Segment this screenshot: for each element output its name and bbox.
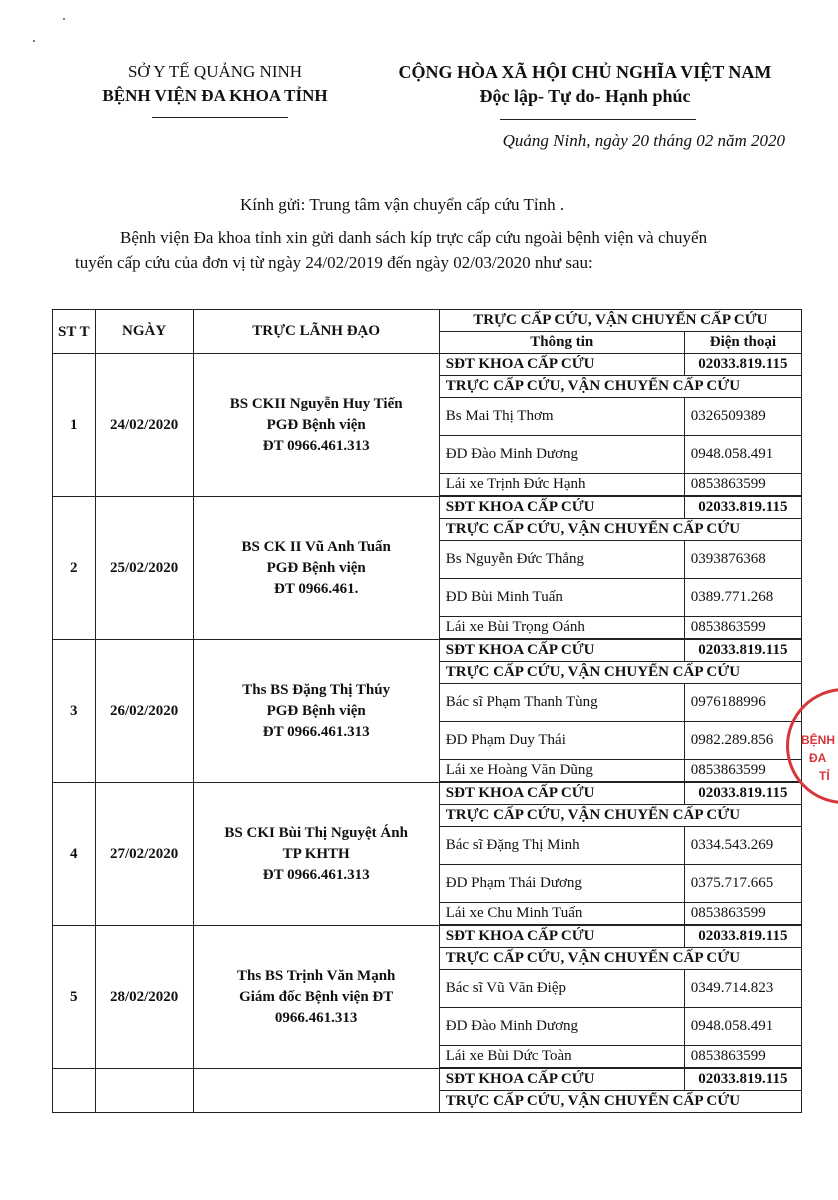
leader-phone: ĐT 0966.461.313 [262, 866, 370, 883]
row-date: 26/02/2020 [95, 640, 193, 783]
dateline: Quảng Ninh, ngày 20 tháng 02 năm 2020 [502, 131, 785, 150]
staff-name: Lái xe Bùi Trọng Oánh [439, 617, 684, 639]
staff-phone: 0853863599 [684, 903, 801, 925]
staff-phone: 0389.771.268 [684, 579, 801, 617]
sub-header: TRỰC CẤP CỨU, VẬN CHUYỂN CẤP CỨU [439, 805, 801, 827]
scan-speck [33, 40, 35, 42]
staff-phone: 0326509389 [684, 398, 801, 436]
hotline-label: SĐT KHOA CẤP CỨU [439, 783, 684, 805]
staff-phone: 0334.543.269 [684, 827, 801, 865]
table-row [53, 1069, 802, 1091]
sub-header: TRỰC CẤP CỨU, VẬN CHUYỂN CẤP CỨU [439, 662, 801, 684]
row-stt: 3 [53, 640, 96, 783]
staff-phone: 0982.289.856 [684, 722, 801, 760]
stamp-text-3: TỈ [819, 769, 830, 783]
row-date [95, 1069, 193, 1113]
staff-name: Bác sĩ Phạm Thanh Tùng [439, 684, 684, 722]
sub-header: TRỰC CẤP CỨU, VẬN CHUYỂN CẤP CỨU [439, 519, 801, 541]
issuer-hospital: BỆNH VIỆN ĐA KHOA TỈNH [102, 86, 328, 105]
national-header [380, 60, 790, 108]
duty-roster-table [52, 309, 802, 1113]
row-date: 27/02/2020 [95, 783, 193, 926]
staff-phone: 0853863599 [684, 760, 801, 782]
table-row [53, 783, 802, 805]
staff-name: Bs Mai Thị Thơm [439, 398, 684, 436]
intro-line-2: tuyến cấp cứu của đơn vị từ ngày 24/02/2019 đến ngày 02/03/2020 như sau: [75, 253, 593, 272]
staff-name: ĐD Đào Minh Dương [439, 1008, 684, 1046]
col-header-info: Thông tin [439, 332, 684, 354]
col-header-leader: TRỰC LÃNH ĐẠO [193, 310, 439, 354]
sub-header: TRỰC CẤP CỨU, VẬN CHUYỂN CẤP CỨU [439, 948, 801, 970]
staff-name: ĐD Phạm Duy Thái [439, 722, 684, 760]
leader-name: BS CKII Nguyễn Huy Tiến [229, 395, 403, 412]
intro-paragraph [75, 225, 805, 275]
staff-phone: 0853863599 [684, 474, 801, 496]
staff-name: Lái xe Hoàng Văn Dũng [439, 760, 684, 782]
leader-name: Ths BS Trịnh Văn Mạnh [236, 967, 396, 984]
col-header-phone: Điện thoại [684, 332, 801, 354]
issuer-block [95, 60, 335, 108]
hotline-label: SĐT KHOA CẤP CỨU [439, 1069, 684, 1091]
leader-phone: 0966.461.313 [274, 1009, 358, 1026]
table-row [53, 926, 802, 948]
col-header-group: TRỰC CẤP CỨU, VẬN CHUYỂN CẤP CỨU [439, 310, 801, 332]
leader-name: BS CKI Bùi Thị Nguyệt Ánh [224, 824, 408, 841]
table-row [53, 497, 802, 519]
table-row [53, 354, 802, 376]
leader-title: TP KHTH [282, 845, 350, 862]
hotline-label: SĐT KHOA CẤP CỨU [439, 497, 684, 519]
staff-phone: 0853863599 [684, 1046, 801, 1068]
staff-phone: 0948.058.491 [684, 1008, 801, 1046]
table-row [53, 640, 802, 662]
leader-title: Giám đốc Bệnh viện ĐT [239, 988, 394, 1005]
leader-title: PGĐ Bệnh viện [266, 416, 366, 433]
stamp-text-1: BỆNH [801, 733, 836, 747]
staff-phone: 0375.717.665 [684, 865, 801, 903]
row-stt: 5 [53, 926, 96, 1069]
row-leader [193, 1069, 439, 1113]
row-leader [193, 497, 439, 640]
leader-phone: ĐT 0966.461.313 [262, 437, 370, 454]
staff-name: Lái xe Chu Minh Tuấn [439, 903, 684, 925]
leader-phone: ĐT 0966.461. [274, 580, 359, 597]
col-header-date: NGÀY [95, 310, 193, 354]
hotline-label: SĐT KHOA CẤP CỨU [439, 354, 684, 376]
national-title: CỘNG HÒA XÃ HỘI CHỦ NGHĨA VIỆT NAM [398, 62, 772, 82]
sub-header: TRỰC CẤP CỨU, VẬN CHUYỂN CẤP CỨU [439, 376, 801, 398]
staff-name: ĐD Bùi Minh Tuấn [439, 579, 684, 617]
hotline-number: 02033.819.115 [684, 640, 801, 662]
hotline-number: 02033.819.115 [684, 354, 801, 376]
row-leader [193, 354, 439, 497]
staff-name: Lái xe Bùi Dức Toàn [439, 1046, 684, 1068]
leader-phone: ĐT 0966.461.313 [262, 723, 370, 740]
issuer-department: SỞ Y TẾ QUẢNG NINH [127, 62, 303, 81]
row-leader [193, 783, 439, 926]
staff-name: ĐD Phạm Thái Dương [439, 865, 684, 903]
hotline-label: SĐT KHOA CẤP CỨU [439, 926, 684, 948]
leader-name: BS CK II Vũ Anh Tuấn [241, 538, 391, 555]
hotline-label: SĐT KHOA CẤP CỨU [439, 640, 684, 662]
staff-name: Bác sĩ Vũ Văn Điệp [439, 970, 684, 1008]
national-motto: Độc lập- Tự do- Hạnh phúc [479, 86, 691, 106]
staff-name: Bs Nguyễn Đức Thắng [439, 541, 684, 579]
staff-name: ĐD Đào Minh Dương [439, 436, 684, 474]
row-date: 25/02/2020 [95, 497, 193, 640]
row-leader [193, 926, 439, 1069]
col-header-stt: ST T [53, 310, 96, 354]
stamp-text-2: ĐA [809, 751, 827, 765]
scan-speck [63, 18, 65, 20]
hotline-number: 02033.819.115 [684, 926, 801, 948]
row-stt: 4 [53, 783, 96, 926]
row-leader [193, 640, 439, 783]
leader-name: Ths BS Đặng Thị Thúy [242, 681, 391, 698]
leader-title: PGĐ Bệnh viện [266, 702, 366, 719]
leader-title: PGĐ Bệnh viện [266, 559, 366, 576]
sub-header: TRỰC CẤP CỨU, VẬN CHUYỂN CẤP CỨU [439, 1091, 801, 1113]
issuer-underline [152, 117, 288, 118]
staff-phone: 0976188996 [684, 684, 801, 722]
hotline-number: 02033.819.115 [684, 1069, 801, 1091]
staff-phone: 0948.058.491 [684, 436, 801, 474]
staff-phone: 0853863599 [684, 617, 801, 639]
hotline-number: 02033.819.115 [684, 783, 801, 805]
row-stt: 2 [53, 497, 96, 640]
row-stt: 1 [53, 354, 96, 497]
row-date: 24/02/2020 [95, 354, 193, 497]
salutation: Kính gửi: Trung tâm vận chuyển cấp cứu Tỉnh . [240, 195, 565, 214]
row-date: 28/02/2020 [95, 926, 193, 1069]
staff-name: Bác sĩ Đặng Thị Minh [439, 827, 684, 865]
intro-line-1: Bệnh viện Đa khoa tỉnh xin gửi danh sách kíp trực cấp cứu ngoài bệnh viện và chuyển [120, 228, 708, 247]
motto-underline [500, 119, 696, 120]
row-stt [53, 1069, 96, 1113]
hotline-number: 02033.819.115 [684, 497, 801, 519]
staff-phone: 0393876368 [684, 541, 801, 579]
staff-phone: 0349.714.823 [684, 970, 801, 1008]
staff-name: Lái xe Trịnh Đức Hạnh [439, 474, 684, 496]
